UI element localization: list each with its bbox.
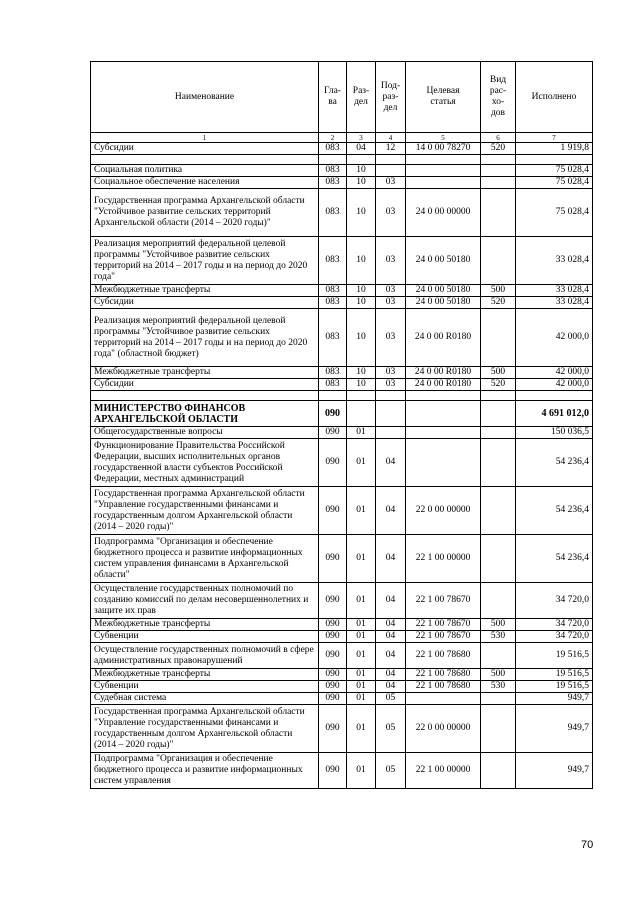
table-cell-empty xyxy=(406,155,481,165)
row-vid: 500 xyxy=(481,285,516,297)
row-vid: 500 xyxy=(481,367,516,379)
row-name: Осуществление государственных полномочий по созданию комиссий по делам несовершеннолетних и защите их прав xyxy=(91,583,319,619)
row-glava: 083 xyxy=(319,237,347,285)
table-row-blank xyxy=(91,391,593,401)
row-done: 42 000,0 xyxy=(516,309,593,367)
row-done: 54 236,4 xyxy=(516,439,593,487)
row-vid xyxy=(481,535,516,583)
row-glava: 090 xyxy=(319,583,347,619)
row-name: Субсидии xyxy=(91,297,319,309)
row-razdel: 01 xyxy=(347,439,376,487)
row-done: 75 028,4 xyxy=(516,165,593,177)
row-podrazdel: 03 xyxy=(376,285,406,297)
row-name: Социальное обеспечение населения xyxy=(91,177,319,189)
header-vid: Вид рас- хо- дов xyxy=(481,62,516,133)
row-vid xyxy=(481,165,516,177)
row-target: 24 0 00 R0180 xyxy=(406,379,481,391)
row-podrazdel: 04 xyxy=(376,535,406,583)
row-done: 34 720,0 xyxy=(516,631,593,643)
row-razdel: 01 xyxy=(347,535,376,583)
header-done: Исполнено xyxy=(516,62,593,133)
row-razdel: 01 xyxy=(347,693,376,705)
row-glava: 090 xyxy=(319,401,347,427)
row-target: 22 1 00 78670 xyxy=(406,583,481,619)
row-podrazdel: 03 xyxy=(376,309,406,367)
budget-execution-table xyxy=(90,61,593,789)
header-name: Наименование xyxy=(91,62,319,133)
row-glava: 090 xyxy=(319,681,347,693)
row-glava: 090 xyxy=(319,753,347,789)
row-podrazdel xyxy=(376,401,406,427)
row-done: 34 720,0 xyxy=(516,619,593,631)
row-done: 34 720,0 xyxy=(516,583,593,619)
table-cell-empty xyxy=(347,155,376,165)
row-razdel: 10 xyxy=(347,165,376,177)
row-done: 1 919,8 xyxy=(516,143,593,155)
table-row xyxy=(91,297,593,309)
table-cell-empty xyxy=(91,155,319,165)
row-podrazdel: 03 xyxy=(376,237,406,285)
row-razdel: 01 xyxy=(347,753,376,789)
row-vid: 530 xyxy=(481,681,516,693)
table-row xyxy=(91,487,593,535)
row-vid xyxy=(481,427,516,439)
table-row xyxy=(91,583,593,619)
row-vid xyxy=(481,189,516,237)
row-name: Государственная программа Архангельской области "Управление государственными финансами и государственным долгом Архангельской области (2014 – 2020 годы)" xyxy=(91,487,319,535)
row-name: Межбюджетные трансферты xyxy=(91,367,319,379)
row-target: 24 0 00 R0180 xyxy=(406,367,481,379)
row-target: 24 0 00 00000 xyxy=(406,189,481,237)
table-cell-empty xyxy=(91,391,319,401)
row-vid xyxy=(481,177,516,189)
table-row xyxy=(91,631,593,643)
row-target: 24 0 00 R0180 xyxy=(406,309,481,367)
row-target: 24 0 00 50180 xyxy=(406,237,481,285)
row-target xyxy=(406,693,481,705)
table-cell-empty xyxy=(376,391,406,401)
table-row xyxy=(91,285,593,297)
row-name: Подпрограмма "Организация и обеспечение бюджетного процесса и развитие информационных систем управления финансами в Архангельской области" xyxy=(91,535,319,583)
row-target: 22 1 00 78680 xyxy=(406,669,481,681)
row-vid xyxy=(481,693,516,705)
row-vid xyxy=(481,401,516,427)
row-name: Субсидии xyxy=(91,379,319,391)
table-row xyxy=(91,681,593,693)
row-target xyxy=(406,401,481,427)
row-done: 42 000,0 xyxy=(516,367,593,379)
row-razdel: 01 xyxy=(347,631,376,643)
row-done: 33 028,4 xyxy=(516,237,593,285)
row-target: 24 0 00 50180 xyxy=(406,285,481,297)
table-row xyxy=(91,177,593,189)
row-done: 150 036,5 xyxy=(516,427,593,439)
row-done: 42 000,0 xyxy=(516,379,593,391)
row-podrazdel: 03 xyxy=(376,379,406,391)
row-podrazdel: 04 xyxy=(376,487,406,535)
row-glava: 083 xyxy=(319,297,347,309)
table-cell-empty xyxy=(481,155,516,165)
row-vid xyxy=(481,705,516,753)
row-name: Межбюджетные трансферты xyxy=(91,619,319,631)
col-number: 5 xyxy=(406,133,481,143)
col-number: 3 xyxy=(347,133,376,143)
col-number: 1 xyxy=(91,133,319,143)
table-cell-empty xyxy=(347,391,376,401)
row-glava: 083 xyxy=(319,309,347,367)
row-done: 54 236,4 xyxy=(516,535,593,583)
row-podrazdel: 04 xyxy=(376,439,406,487)
row-razdel: 10 xyxy=(347,297,376,309)
row-target: 22 1 00 78680 xyxy=(406,681,481,693)
row-done: 75 028,4 xyxy=(516,189,593,237)
row-glava: 090 xyxy=(319,669,347,681)
row-done: 4 691 012,0 xyxy=(516,401,593,427)
table-row-blank xyxy=(91,155,593,165)
row-vid xyxy=(481,753,516,789)
row-target xyxy=(406,165,481,177)
row-razdel: 01 xyxy=(347,643,376,669)
row-glava: 090 xyxy=(319,619,347,631)
row-target: 14 0 00 78270 xyxy=(406,143,481,155)
table-body xyxy=(91,143,593,789)
row-vid xyxy=(481,237,516,285)
row-name: Субсидии xyxy=(91,143,319,155)
table-cell-empty xyxy=(406,391,481,401)
row-name: Социальная политика xyxy=(91,165,319,177)
row-podrazdel: 03 xyxy=(376,297,406,309)
row-name: Подпрограмма "Организация и обеспечение бюджетного процесса и развитие информационных систем управления xyxy=(91,753,319,789)
row-razdel: 10 xyxy=(347,285,376,297)
row-done: 54 236,4 xyxy=(516,487,593,535)
row-done: 33 028,4 xyxy=(516,285,593,297)
row-name: Субвенции xyxy=(91,631,319,643)
header-glava: Гла- ва xyxy=(319,62,347,133)
row-podrazdel xyxy=(376,165,406,177)
row-name: Государственная программа Архангельской области "Управление государственными финансами и государственным долгом Архангельской области (2014 – 2020 годы)" xyxy=(91,705,319,753)
row-glava: 090 xyxy=(319,631,347,643)
row-glava: 083 xyxy=(319,177,347,189)
row-done: 75 028,4 xyxy=(516,177,593,189)
row-done: 19 516,5 xyxy=(516,681,593,693)
row-target xyxy=(406,439,481,487)
row-target: 22 1 00 00000 xyxy=(406,535,481,583)
row-glava: 090 xyxy=(319,643,347,669)
row-done: 949,7 xyxy=(516,753,593,789)
row-done: 949,7 xyxy=(516,705,593,753)
table-cell-empty xyxy=(516,391,593,401)
row-podrazdel: 03 xyxy=(376,177,406,189)
row-name: Общегосударственные вопросы xyxy=(91,427,319,439)
table-row xyxy=(91,237,593,285)
row-glava: 083 xyxy=(319,143,347,155)
table-row xyxy=(91,379,593,391)
row-target: 22 1 00 78670 xyxy=(406,619,481,631)
row-vid: 520 xyxy=(481,143,516,155)
row-podrazdel: 04 xyxy=(376,583,406,619)
row-razdel: 10 xyxy=(347,309,376,367)
row-name: Межбюджетные трансферты xyxy=(91,669,319,681)
row-vid xyxy=(481,487,516,535)
row-podrazdel: 05 xyxy=(376,693,406,705)
row-done: 19 516,5 xyxy=(516,643,593,669)
table-cell-empty xyxy=(319,155,347,165)
row-razdel: 10 xyxy=(347,379,376,391)
row-target: 24 0 00 50180 xyxy=(406,297,481,309)
row-vid: 530 xyxy=(481,631,516,643)
row-podrazdel: 04 xyxy=(376,631,406,643)
row-razdel: 10 xyxy=(347,367,376,379)
row-glava: 083 xyxy=(319,379,347,391)
row-name: Государственная программа Архангельской области "Устойчивое развитие сельских территорий Архангельской области (2014 – 2020 годы)" xyxy=(91,189,319,237)
row-vid xyxy=(481,439,516,487)
col-number: 4 xyxy=(376,133,406,143)
row-vid xyxy=(481,643,516,669)
row-razdel: 01 xyxy=(347,669,376,681)
row-razdel: 10 xyxy=(347,189,376,237)
row-podrazdel: 03 xyxy=(376,189,406,237)
row-name: МИНИСТЕРСТВО ФИНАНСОВ АРХАНГЕЛЬСКОЙ ОБЛАСТИ xyxy=(91,401,319,427)
row-glava: 083 xyxy=(319,189,347,237)
row-name: Субвенции xyxy=(91,681,319,693)
row-target: 22 0 00 00000 xyxy=(406,705,481,753)
row-razdel: 01 xyxy=(347,487,376,535)
row-vid: 500 xyxy=(481,619,516,631)
row-razdel: 04 xyxy=(347,143,376,155)
table-row xyxy=(91,427,593,439)
row-vid xyxy=(481,309,516,367)
row-razdel: 01 xyxy=(347,619,376,631)
table-row xyxy=(91,309,593,367)
row-glava: 090 xyxy=(319,705,347,753)
row-podrazdel: 04 xyxy=(376,643,406,669)
row-target: 22 1 00 78680 xyxy=(406,643,481,669)
row-glava: 083 xyxy=(319,165,347,177)
row-target xyxy=(406,177,481,189)
row-podrazdel: 04 xyxy=(376,681,406,693)
table-row xyxy=(91,439,593,487)
col-number: 2 xyxy=(319,133,347,143)
row-vid xyxy=(481,583,516,619)
table-row xyxy=(91,143,593,155)
row-vid: 520 xyxy=(481,297,516,309)
row-podrazdel: 04 xyxy=(376,619,406,631)
row-name: Реализация мероприятий федеральной целевой программы "Устойчивое развитие сельских территорий на 2014 – 2017 годы и на период до 2020 года" xyxy=(91,237,319,285)
table-row xyxy=(91,401,593,427)
row-target: 22 1 00 78670 xyxy=(406,631,481,643)
row-target: 22 0 00 00000 xyxy=(406,487,481,535)
table-row xyxy=(91,165,593,177)
table-row xyxy=(91,535,593,583)
row-podrazdel: 04 xyxy=(376,669,406,681)
table-row xyxy=(91,669,593,681)
table-row xyxy=(91,189,593,237)
table-row xyxy=(91,367,593,379)
row-name: Межбюджетные трансферты xyxy=(91,285,319,297)
row-done: 33 028,4 xyxy=(516,297,593,309)
row-razdel: 01 xyxy=(347,583,376,619)
row-glava: 090 xyxy=(319,693,347,705)
table-header-row xyxy=(91,62,593,133)
header-razdel: Раз- дел xyxy=(347,62,376,133)
table-cell-empty xyxy=(516,155,593,165)
table-row xyxy=(91,753,593,789)
table-row xyxy=(91,705,593,753)
row-glava: 083 xyxy=(319,367,347,379)
table-row xyxy=(91,619,593,631)
table-row xyxy=(91,693,593,705)
table-cell-empty xyxy=(319,391,347,401)
row-podrazdel: 12 xyxy=(376,143,406,155)
row-razdel: 01 xyxy=(347,681,376,693)
row-glava: 083 xyxy=(319,285,347,297)
page-number: 70 xyxy=(581,839,594,851)
row-podrazdel: 05 xyxy=(376,753,406,789)
row-razdel: 01 xyxy=(347,427,376,439)
row-glava: 090 xyxy=(319,439,347,487)
row-target xyxy=(406,427,481,439)
row-podrazdel: 03 xyxy=(376,367,406,379)
row-target: 22 1 00 00000 xyxy=(406,753,481,789)
row-vid: 520 xyxy=(481,379,516,391)
row-razdel: 10 xyxy=(347,177,376,189)
header-target: Целевая статья xyxy=(406,62,481,133)
row-name: Осуществление государственных полномочий в сфере административных правонарушений xyxy=(91,643,319,669)
row-razdel xyxy=(347,401,376,427)
row-name: Судебная система xyxy=(91,693,319,705)
row-glava: 090 xyxy=(319,535,347,583)
row-podrazdel: 05 xyxy=(376,705,406,753)
row-podrazdel xyxy=(376,427,406,439)
col-number: 7 xyxy=(516,133,593,143)
row-vid: 500 xyxy=(481,669,516,681)
row-razdel: 01 xyxy=(347,705,376,753)
row-glava: 090 xyxy=(319,427,347,439)
table-cell-empty xyxy=(481,391,516,401)
row-glava: 090 xyxy=(319,487,347,535)
header-podrazdel: Под- раз- дел xyxy=(376,62,406,133)
column-number-row xyxy=(91,133,593,143)
row-razdel: 10 xyxy=(347,237,376,285)
table-cell-empty xyxy=(376,155,406,165)
col-number: 6 xyxy=(481,133,516,143)
row-done: 949,7 xyxy=(516,693,593,705)
table-row xyxy=(91,643,593,669)
row-name: Реализация мероприятий федеральной целевой программы "Устойчивое развитие сельских территорий на 2014 – 2017 годы и на период до 2020 года" (областной бюджет) xyxy=(91,309,319,367)
row-done: 19 516,5 xyxy=(516,669,593,681)
row-name: Функционирование Правительства Российской Федерации, высших исполнительных органов государственной власти субъектов Российской Федерации, местных администраций xyxy=(91,439,319,487)
